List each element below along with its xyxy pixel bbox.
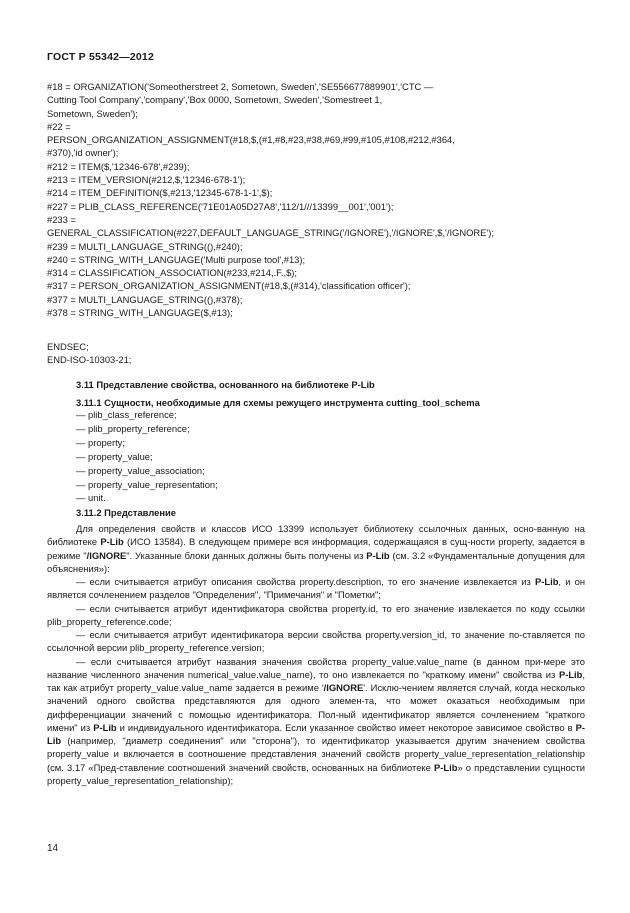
standard-header: ГОСТ Р 55342—2012 bbox=[47, 51, 155, 63]
code-line: #370),'id owner'); bbox=[47, 147, 119, 159]
list-item: — property_value_representation; bbox=[76, 478, 218, 490]
paragraph: — если считывается атрибут названия значения свойства property_value.value_name (в данном при-мере это название численного значения numerical_value.value_name), то оно извлекается по "краткому имени" свойства из P-Lib, так как атрибут property_value.value_name задается в режиме '/IGNORE'. Исклю-чением является случай, когда несколько значений одного свойства представляются для одного элемен-та, что может оказаться необходимым при дифференциации значений с помощью идентификатора. Пол-ный идентификатор является сочленением "краткого имени" из P-Lib и индивидуального идентификатора. Если указанное свойство имеет некоторое зависимое свойство в P-Lib (например, "диаметр соединения" или "сторона"), то идентификатор указывается другим значением свойства property_value и включается в соотношение представления значений свойств property_value_representation_relationship (см. 3.17 «Пред-ставление соотношений значений свойств, основанных на библиотеке P-Lib» о представлении сущности property_value_representation_relationship); bbox=[47, 655, 585, 786]
code-line: Sometown, Sweden'); bbox=[47, 107, 138, 119]
section-heading-3-11-2: 3.11.2 Представление bbox=[76, 507, 177, 518]
code-line: #377 = MULTI_LANGUAGE_STRING((),#378); bbox=[47, 293, 243, 305]
paragraph: — если считывается атрибут идентификатора версии свойства property.version_id, то значение по-ставляется по ссылочной версии plib_property_reference.version; bbox=[47, 629, 585, 654]
end-iso-line: END-ISO-10303-21; bbox=[47, 354, 132, 366]
paragraph: Для определения свойств и классов ИСО 13399 использует библиотеку ссылочных данных, осно-ванную на библиотеке P-Lib (ИСО 13584). В следующем примере вся информация, содержащаяся в сущ-ности property, задается в режиме "/IGNORE". Указанные блоки данных должны быть получены из P-Lib (см. 3.2 «Фундаментальные допущения для объяснения»): bbox=[47, 523, 585, 574]
code-line: #214 = ITEM_DEFINITION($,#213,'12345-678-1-1',$); bbox=[47, 187, 273, 199]
section-heading-3-11: 3.11 Представление свойства, основанного на библиотеке P-Lib bbox=[76, 379, 375, 390]
page-number: 14 bbox=[47, 843, 59, 854]
code-line: #22 = bbox=[47, 120, 71, 132]
code-line: #18 = ORGANIZATION('Someotherstreet 2, Sometown, Sweden','SE556677889901','CTC — bbox=[47, 81, 434, 92]
code-line: #212 = ITEM($,'12346-678',#239); bbox=[47, 160, 190, 172]
code-line: #240 = STRING_WITH_LANGUAGE('Multi purpose tool',#13); bbox=[47, 253, 306, 265]
code-line: #227 = PLIB_CLASS_REFERENCE('71E01A05D27A8','112/1///13399__001','001'); bbox=[47, 200, 394, 212]
paragraph: — если считывается атрибут описания свойства property.description, то его значение извлекается из P-Lib, и он является сочленением разделов "Определения", "Примечания" и "Пометки"; bbox=[47, 576, 585, 601]
paragraph: — если считывается атрибут идентификатора свойства property.id, то его значение извлекается по коду ссылки plib_property_reference.code; bbox=[47, 602, 585, 627]
code-line: #213 = ITEM_VERSION(#212,$,'12346-678-1'); bbox=[47, 174, 246, 186]
code-line: PERSON_ORGANIZATION_ASSIGNMENT(#18,$,(#1,#8,#23,#38,#69,#99,#105,#108,#212,#364, bbox=[47, 134, 455, 146]
list-item: — plib_class_reference; bbox=[76, 409, 177, 420]
step-data-listing bbox=[47, 80, 587, 319]
list-item: — unit. bbox=[76, 492, 106, 504]
code-line: #378 = STRING_WITH_LANGUAGE($,#13); bbox=[47, 307, 233, 319]
code-line: #317 = PERSON_ORGANIZATION_ASSIGNMENT(#18,$,(#314),'classification officer'); bbox=[47, 280, 411, 292]
list-item: — property_value; bbox=[76, 450, 153, 462]
code-line: GENERAL_CLASSIFICATION(#227,DEFAULT_LANGUAGE_STRING('/IGNORE'),'/IGNORE',$,'/IGNORE'); bbox=[47, 227, 494, 239]
body-text bbox=[47, 522, 585, 787]
code-line: #233 = bbox=[47, 213, 76, 225]
step-file-end bbox=[47, 340, 587, 367]
code-line: Cutting Tool Company','company','Box 0000, Sometown, Sweden','Somestreet 1, bbox=[47, 94, 383, 106]
list-item: — property_value_association; bbox=[76, 464, 205, 476]
endsec-line: ENDSEC; bbox=[47, 341, 89, 352]
code-line: #239 = MULTI_LANGUAGE_STRING((),#240); bbox=[47, 240, 243, 252]
section-heading-3-11-1: 3.11.1 Сущности, необходимые для схемы режущего инструмента cutting_tool_schema bbox=[76, 397, 480, 408]
code-line: #314 = CLASSIFICATION_ASSOCIATION(#233,#214,.F.,$); bbox=[47, 267, 298, 279]
entity-list bbox=[76, 408, 218, 505]
list-item: — plib_property_reference; bbox=[76, 422, 190, 434]
list-item: — property; bbox=[76, 436, 125, 448]
